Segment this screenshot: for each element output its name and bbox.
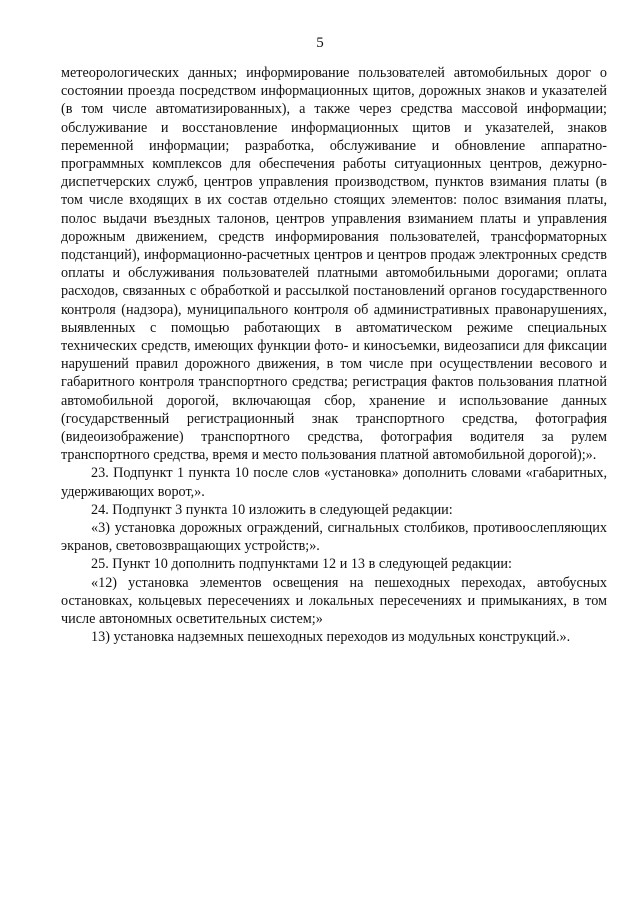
paragraph-continuation: метеорологических данных; информирование пользователей автомобильных дорог о состоянии проезда посредством информационных щитов, дорожных знаков и указателей (в том числе автоматизированных), а также через средства массовой информации; обслуживание и восстановление информационных щитов и указателей, знаков переменной информации; разработка, обслуживание и обновление аппаратно-программных комплексов для обеспечения работы ситуационных центров, дежурно-диспетчерских служб, центров управления производством, пунктов взимания платы (в том числе входящих в их состав отдельно стоящих элементов: полос взимания платы, полос выдачи въездных талонов, центров управления взиманием платы и управления дорожным движением, средств информирования пользователей, трансформаторных подстанций), информационно-расчетных центров и центров продаж электронных средств оплаты и обслуживания пользователей платными автомобильными дорогами; оплата расходов, связанных с обработкой и рассылкой постановлений органов государственного контроля (надзора), муниципального контроля об административных правонарушениях, выявленных с помощью работающих в автоматическом режиме специальных технических средств, имеющих функции фото- и киносъемки, видеозаписи для фиксации нарушений правил дорожного движения, в том числе при осуществлении весового и габаритного контроля транспортного средства; регистрация фактов пользования платной автомобильной дорогой, включающая сбор, хранение и использование данных (государственный регистрационный знак транспортного средства, фотография (видеоизображение) транспортного средства, фотография водителя за рулем транспортного средства, время и место пользования платной автомобильной дорогой);». — [61, 65, 607, 464]
paragraph-24-text: «3) установка дорожных ограждений, сигнальных столбиков, противоослепляющих экранов, световозвращающих устройств;». — [61, 520, 607, 555]
page-number: 5 — [316, 35, 324, 51]
paragraph-24: 24. Подпункт 3 пункта 10 изложить в следующей редакции: — [91, 501, 453, 518]
body-text — [61, 64, 607, 647]
paragraph-23: 23. Подпункт 1 пункта 10 после слов «установка» дополнить словами «габаритных, удерживающих ворот,». — [61, 465, 607, 500]
paragraph-25-item-13: 13) установка надземных пешеходных переходов из модульных конструкций.». — [91, 629, 571, 646]
paragraph-25: 25. Пункт 10 дополнить подпунктами 12 и 13 в следующей редакции: — [91, 556, 512, 573]
paragraph-25-item-12: «12) установка элементов освещения на пешеходных переходах, автобусных остановках, кольцевых пересечениях и локальных пересечениях и примыканиях, в том числе автономных осветительных систем;» — [61, 574, 607, 628]
